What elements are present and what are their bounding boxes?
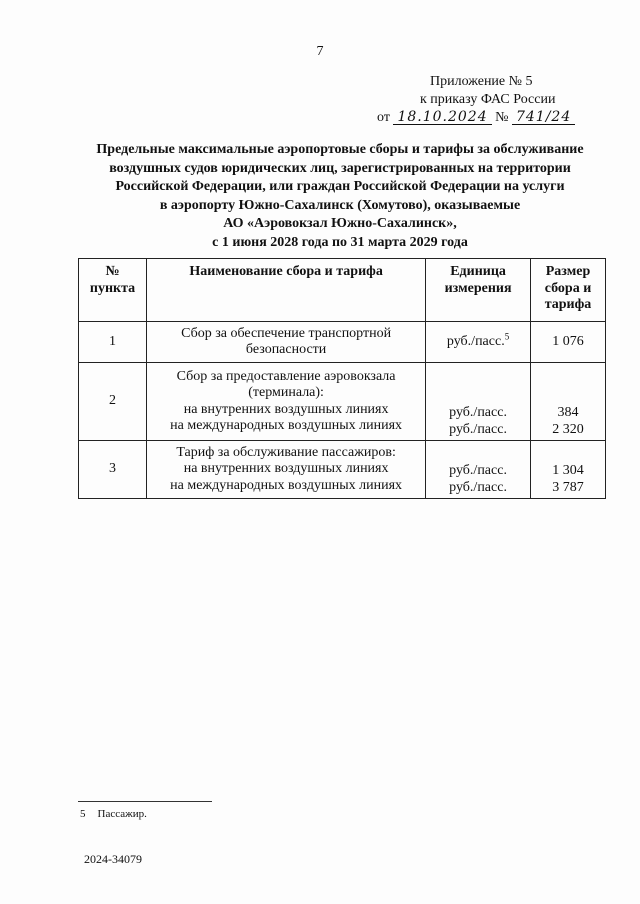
- footnote-marker: 5: [80, 808, 86, 820]
- row-values: 384 2 320: [531, 363, 606, 441]
- row-values: 1 304 3 787: [531, 441, 606, 499]
- annex-title: Приложение № 5: [430, 74, 533, 89]
- row-number: 2: [79, 363, 147, 441]
- table-row: [79, 363, 606, 441]
- header-item-number: № пункта: [79, 259, 147, 322]
- header-size: Размер сбора и тарифа: [531, 259, 606, 322]
- handwritten-date: 18.10.2024: [393, 110, 491, 125]
- row-units: руб./пасс. руб./пасс.: [426, 441, 531, 499]
- row-name: Сбор за предоставление аэровокзала (терминала): на внутренних воздушных линиях на международных воздушных линиях: [147, 363, 426, 441]
- document-heading: [70, 141, 610, 252]
- number-label: №: [495, 110, 509, 125]
- document-id: 2024-34079: [84, 852, 142, 866]
- heading-line: АО «Аэровокзал Южно-Сахалинск»,: [223, 216, 457, 231]
- heading-line: с 1 июня 2028 года по 31 марта 2029 года: [212, 234, 468, 250]
- row-number: 3: [79, 441, 147, 499]
- heading-line: Российской Федерации, или граждан Российской Федерации на услуги: [115, 179, 565, 194]
- from-label: от: [377, 110, 390, 125]
- footnote-marker: 5: [504, 331, 510, 342]
- heading-line: воздушных судов юридических лиц, зарегистрированных на территории: [109, 160, 571, 176]
- row-unit: руб./пасс.$^5$: [426, 322, 531, 363]
- footnote-text: Пассажир.: [97, 808, 147, 820]
- row-value: 1 076: [531, 322, 606, 363]
- row-name: Тариф за обслуживание пассажиров: на внутренних воздушных линиях на международных воздушных линиях: [147, 441, 426, 499]
- order-date-number-line: [377, 110, 575, 126]
- footnote-divider: [78, 801, 212, 802]
- header-name: Наименование сбора и тарифа: [147, 259, 426, 322]
- page-number: 7: [316, 44, 324, 59]
- handwritten-order-number: 741/24: [512, 110, 575, 125]
- heading-line: Предельные максимальные аэропортовые сборы и тарифы за обслуживание: [96, 142, 584, 157]
- annex-order-reference: к приказу ФАС России: [420, 92, 556, 107]
- header-unit: Единица измерения: [426, 259, 531, 322]
- tariff-table: [78, 258, 606, 499]
- table-row: [79, 322, 606, 363]
- heading-line: в аэропорту Южно-Сахалинск (Хомутово), оказываемые: [159, 197, 521, 213]
- table-header-row: [79, 259, 606, 322]
- row-number: 1: [79, 322, 147, 363]
- row-units: руб./пасс. руб./пасс.: [426, 363, 531, 441]
- row-name: Сбор за обеспечение транспортной безопасности: [147, 322, 426, 363]
- table-row: [79, 441, 606, 499]
- footnote: [80, 808, 159, 820]
